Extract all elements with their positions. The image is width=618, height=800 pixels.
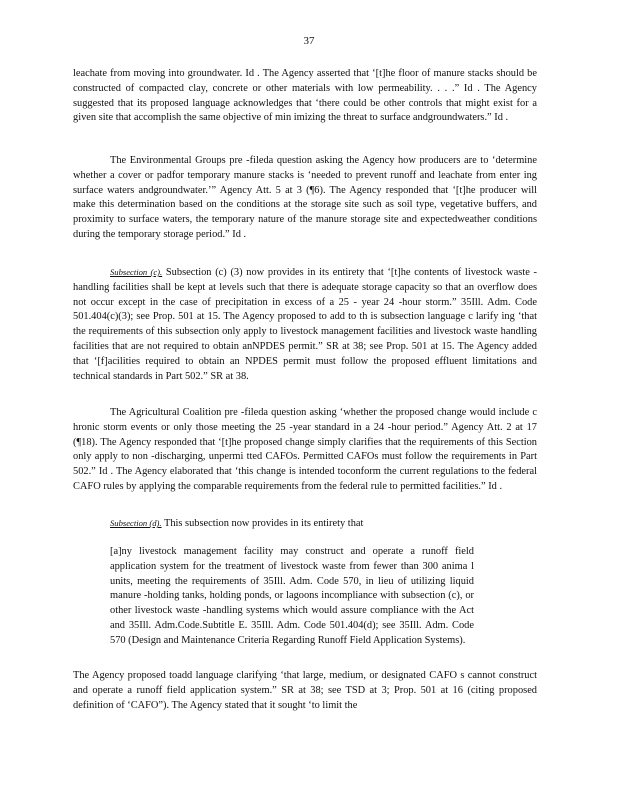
subsection-c-label: Subsection (c).	[110, 267, 163, 277]
paragraph-5	[73, 516, 537, 532]
paragraph-1: leachate from moving into groundwater. Id . The Agency asserted that ‘[t]he floor of manure stacks should be constructed of compacted clay, concrete or other materials with low permeability. . . .” Id . The Agency suggested that its proposed language acknowledges that ‘there could be other controls that might exist for a given site that accomplish the same objective of min imizing the threat to surface andgroundwaters.” Id .	[73, 68, 537, 124]
paragraph-5-text: This subsection now provides in its entirety that	[161, 518, 364, 529]
paragraph-2: The Environmental Groups pre -fileda question asking the Agency how producers are to ‘determine whether a cover or padfor temporary manure stacks is ‘needed to prevent runoff and leachate from enter ing surface waters andgroundwater.’” Agency Att. 5 at 3 (¶6). The Agency responded that ‘[t]he producer will make this determination based on the conditions at the storage site such as soil type, vegetative buffers, and proximity to surface waters, the temporary nature of the manure storage site and expectedweather conditions during the temporary storage period.” Id .	[73, 155, 537, 240]
page-number: 37	[303, 35, 315, 47]
paragraph-3	[73, 265, 537, 384]
subsection-d-label: Subsection (d).	[110, 518, 162, 528]
block-quote: [a]ny livestock management facility may construct and operate a runoff field application system for the treatment of livestock waste from fewer than 300 anima l units, meeting the requirements of 35Ill. Adm. Code 570, in lieu of utilizing liquid manure -holding tanks, holding ponds, or lagoons incompliance with subsection (c), or other livestock waste -handling systems which would assure compliance with the Act and 35Ill. Adm.Code.Subtitle E. 35Ill. Adm. Code 501.404(d); see 35Ill. Adm. Code 570 (Design and Maintenance Criteria Regarding Runoff Field Application Systems).	[110, 546, 474, 646]
paragraph-6: The Agency proposed toadd language clarifying ‘that large, medium, or designated CAFO s cannot construct and operate a runoff field application system.” SR at 38; see TSD at 3; Prop. 501 at 16 (citing proposed definition of ‘CAFO”). The Agency stated that it sought ‘to limit the	[73, 670, 537, 711]
paragraph-4: The Agricultural Coalition pre -fileda question asking ‘whether the proposed change would include c hronic storm events or only those meeting the 25 -year standard in a 24 -hour period.” Agency Att. 2 at 17 (¶18). The Agency responded that ‘[t]he proposed change simply clarifies that the requirements of this Section only apply to non -discharging, unpermi tted CAFOs. Permitted CAFOs must follow the requirements in Part 502.” Id . The Agency elaborated that ‘this change is intended toconform the current regulations to the federal CAFO rules by applying the comparable requirements from the federal rule to permitted facilities.” Id .	[73, 407, 537, 492]
paragraph-3-text: Subsection (c) (3) now provides in its entirety that ‘[t]he contents of livestock waste -handling facilities shall be kept at levels such that there is adequate storage capacity so that an overflow does not occur except in the case of precipitation in excess of a 25 - year 24 -hour storm.” 35Ill. Adm. Code 501.404(c)(3); see Prop. 501 at 15. The Agency proposed to add to th is subsection language c larify ing ‘that the requirements of this subsection only apply to livestock management facilities and livestock waste handling facilities that are not required to obtain anNPDES permit.” SR at 38; see Prop. 501 at 15. The Agency added that ‘[f]acilities required to obtain an NPDES permit must follow the proposed effluent limitations and technical standards in Part 502.” SR at 38.	[73, 267, 537, 382]
